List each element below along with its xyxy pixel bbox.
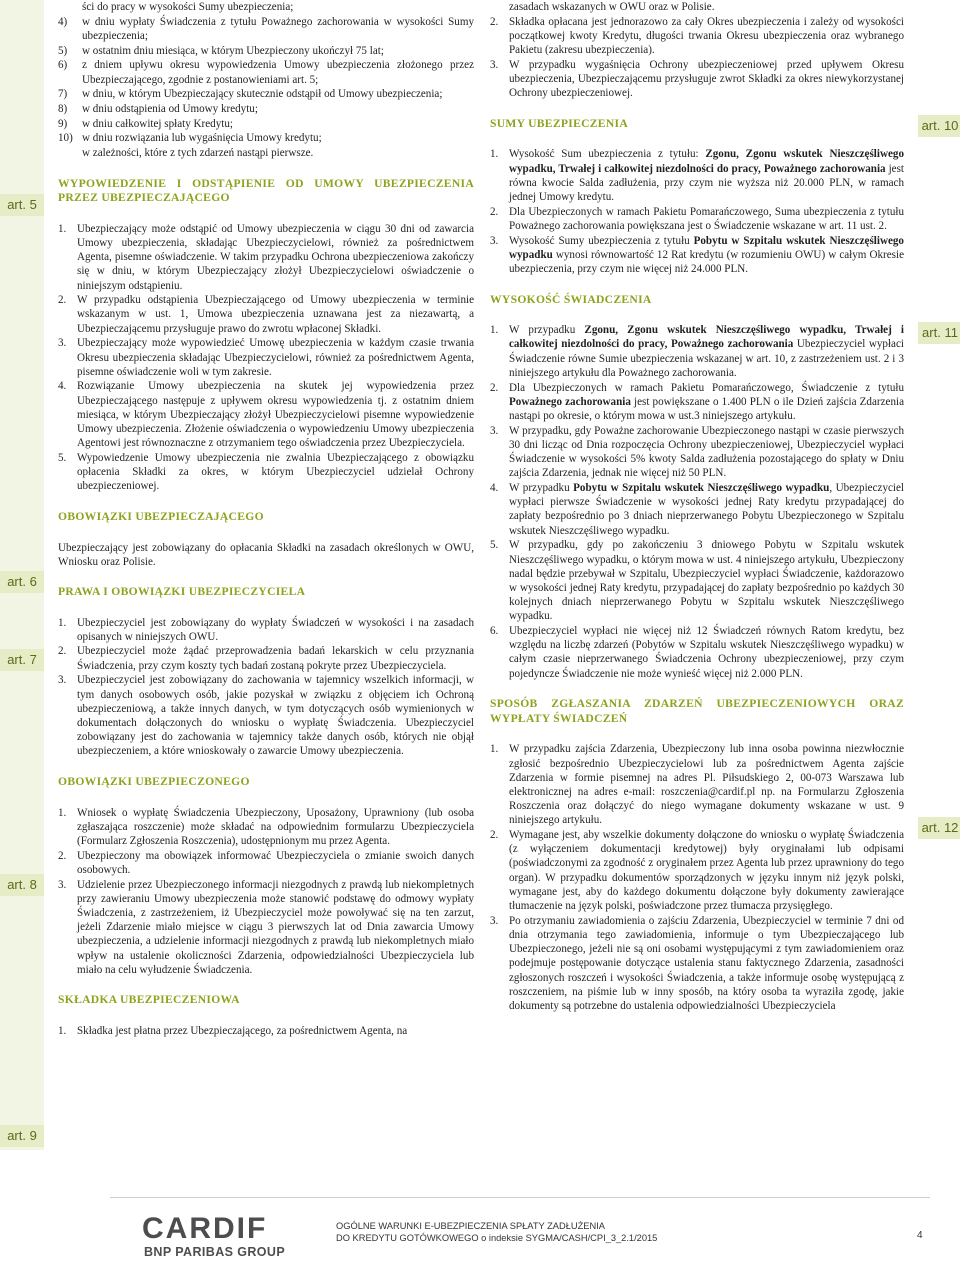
article-label-7: art. 7	[0, 649, 44, 671]
list-item: 2. Wymagane jest, aby wszelkie dokumenty dołączone do wniosku o wypłatę Świadczenia (z wyłączeniem dokumentacji kredytowej) były oryginałami lub odpisami (poświadczonymi za zgodność z oryginałem przez Agenta lub przez uprawniony do tego organ). W przypadku dokumentów sporządzonych w języku innym niż język polski, wymagane jest, aby do każdego dokumentu dołączone były dokumenty zawierające tłumaczenie na język polski, poświadczone przez tłumacza przysięgłego.	[490, 829, 904, 913]
list-item: 4. W przypadku Pobytu w Szpitalu wskutek Nieszczęśliwego wypadku, Ubezpieczyciel wypłaci pierwsze Świadczenie w wysokości jednej Raty kredytu przypadającej do zapłaty bezpośrednio po 3 dniach nieprzerwanego Pobytu Ubezpieczonego w Szpitalu wskutek Nieszczęśliwego wypadku.	[490, 481, 905, 537]
list-item: 9) w dniu całkowitej spłaty Kredytu;	[58, 117, 233, 130]
termination-list	[58, 0, 474, 160]
list-item: 3. Po otrzymaniu zawiadomienia o zajściu Zdarzenia, Ubezpieczyciel w terminie 7 dni od dnia otrzymania tego zawiadomienia, informuje o tym Ubezpieczającego lub Ubezpieczonego, jeżeli nie są oni osobami występującymi z tym zawiadomieniem oraz podejmuje postępowanie dotyczące ustalenia stanu faktycznego Zdarzenia, zasadności zgłoszonych roszczeń i wysokości Świadczenia, a także informuje osobę występującą z roszczeniem, na piśmie lub w inny sposób, na który osoba ta wyraziła zgodę, jakie dokumenty są potrzebne do ustalenia odpowiedzialności Ubezpieczyciela	[490, 914, 904, 1012]
logo-wordmark: CARDIF	[142, 1212, 268, 1245]
right-column	[490, 0, 904, 1014]
list-item: w zależności, które z tych zdarzeń nastąpi pierwsze.	[82, 147, 314, 160]
cardif-logo	[142, 1212, 312, 1262]
list-item: 3. W przypadku wygaśnięcia Ochrony ubezpieczeniowej przed upływem Okresu ubezpieczenia, Ubezpieczającemu przysługuje zwrot Składki za okres niewykorzystanej Ochrony ubezpieczeniowej.	[490, 58, 904, 100]
list-item: 1. Składka jest płatna przez Ubezpieczającego, za pośrednictwem Agenta, na	[58, 1024, 408, 1037]
footer-divider	[110, 1197, 930, 1198]
logo-subtitle: BNP PARIBAS GROUP	[144, 1245, 286, 1259]
list-item: 1. W przypadku zajścia Zdarzenia, Ubezpieczony lub inna osoba powinna niezwłocznie zgłosić bezpośrednio Ubezpieczycielowi lub za pośrednictwem Agenta zajście Zdarzenia w formie pisemnej na adres Pl. Piłsudskiego 2, 00-073 Warszawa lub elektronicznej na adres e-mail: roszczenia@cardif.pl np. na Formularzu Zgłoszenia Roszczenia oraz dołączyć do niego wymagane dokumenty wskazane w ust. 9 niniejszego artykułu.	[490, 743, 904, 827]
section-art9-continued	[490, 0, 904, 100]
article-label-10: art. 10	[918, 115, 960, 137]
list-item: zasadach wskazanych w OWU oraz w Polisie.	[509, 1, 715, 13]
article-label-8: art. 8	[0, 874, 44, 896]
list-item: 3. W przypadku, gdy Poważne zachorowanie Ubezpieczonego nastąpi w czasie pierwszych 30 dni licząc od Dnia rozpoczęcia Ochrony ubezpieczeniowej, Ubezpieczyciel wypłaci Świadczenie w wysokości 5% kwoty Salda zadłużenia pozostającego do spłaty w Dniu zajścia Zdarzenia, jednak nie więcej niż 50 PLN.	[490, 424, 904, 480]
list-item: 2. Składka opłacana jest jednorazowo za cały Okres ubezpieczenia i zależy od wysokości początkowej kwoty Kredytu, długości trwania Okresu ubezpieczenia oraz wybranego Pakietu (zakresu ubezpieczenia).	[490, 15, 904, 57]
article-label-6: art. 6	[0, 571, 44, 593]
list-item: 6) z dniem upływu okresu wypowiedzenia Umowy ubezpieczenia złożonego przez Ubezpieczającego, zgodnie z postanowieniami art. 5;	[58, 59, 474, 86]
section-art5-list	[58, 222, 474, 494]
list-item: 4. Rozwiązanie Umowy ubezpieczenia na skutek jej wypowiedzenia przez Ubezpieczającego następuje z upływem okresu wypowiedzenia tj. z ostatnim dniem miesiąca, w którym Ubezpieczający złożył Ubezpieczycielowi pisemne wypowiedzenie Umowy ubezpieczenia. Złożenie oświadczenia o wypowiedzeniu Umowy ubezpieczenia Agentowi jest równoznaczne z otrzymaniem tego oświadczenia przez Ubezpieczyciela.	[58, 380, 474, 450]
section-heading-art10: SUMY UBEZPIECZENIA	[490, 116, 628, 130]
list-item: ści do pracy w wysokości Sumy ubezpieczenia;	[82, 1, 294, 13]
page-footer	[0, 1190, 960, 1282]
section-art8-list	[58, 806, 474, 977]
footer-line-2: DO KREDYTU GOTÓWKOWEGO o indeksie SYGMA/CASH/CPI_3_2.1/2015	[336, 1233, 658, 1243]
section-heading-art5: WYPOWIEDZENIE I ODSTĄPIENIE OD UMOWY UBEZPIECZENIA PRZEZ UBEZPIECZAJĄCEGO	[58, 176, 474, 205]
list-item: 6. Ubezpieczyciel wypłaci nie więcej niż 12 Świadczeń równych Ratom kredytu, bez względu na liczbę zdarzeń (Pobytów w Szpitalu wskutek Nieszczęśliwego wypadku) w całym czasie nieprzerwanego Świadczenia Ochrony ubezpieczeniowej, przy czym pojedyncze Świadczenie nie może wynieść więcej niż 2.000 PLN.	[490, 625, 904, 680]
list-item: 5) w ostatnim dniu miesiąca, w którym Ubezpieczony ukończył 75 lat;	[58, 44, 384, 57]
section-art9-list	[58, 1024, 474, 1038]
list-item: 5. Wypowiedzenie Umowy ubezpieczenia nie zwalnia Ubezpieczającego z obowiązku opłacenia Składki za okres, w którym Ubezpieczyciel udzielał Ochrony ubezpieczeniowej.	[58, 451, 474, 493]
list-item: 1. W przypadku Zgonu, Zgonu wskutek Nieszczęśliwego wypadku, Trwałej i całkowitej niezdolności do pracy, Poważnego zachorowania Ubezpieczyciel wypłaci Świadczenie równe Sumie ubezpieczenia wskazanej w art. 10, z zastrzeżeniem ust. 2 i 3 niniejszego artykułu dla Poważnego zachorowania.	[490, 324, 905, 379]
list-item: 5. W przypadku, gdy po zakończeniu 3 dniowego Pobytu w Szpitalu wskutek Nieszczęśliwego wypadku, o którym mowa w ust. 4 niniejszego artykułu, Ubezpieczony nadal będzie przebywał w Szpitalu, Ubezpieczyciel wypłaci Świadczenie, każdorazowo w wysokości jednej Raty kredytu, przypadającej do zapłaty bezpośrednio po każdych 30 kolejnych dniach nieprzerwanego Pobytu w Szpitalu wskutek Nieszczęśliwego wypadku.	[490, 539, 904, 623]
section-heading-art11: WYSOKOŚĆ ŚWIADCZENIA	[490, 292, 652, 306]
list-item: 2. Ubezpieczony ma obowiązek informować Ubezpieczyciela o zmianie swoich danych osobowych.	[58, 849, 474, 876]
section-art11-list	[490, 323, 904, 681]
list-item: 3. Ubezpieczający może wypowiedzieć Umowę ubezpieczenia w każdym czasie trwania Okresu ubezpieczenia składając Ubezpieczycielowi, również za pośrednictwem Agenta, pisemne oświadczenie woli w tym zakresie.	[58, 337, 474, 378]
section-art7-list	[58, 616, 474, 759]
list-item: 2. Dla Ubezpieczonych w ramach Pakietu Pomarańczowego, Świadczenie z tytułu Poważnego zachorowania jest powiększane o 1.400 PLN o ile Dzień zajścia Zdarzenia nastąpi po okresie, o którym mowa w ust.3 niniejszego artykułu.	[490, 381, 904, 422]
list-item: 4) w dniu wypłaty Świadczenia z tytułu Poważnego zachorowania w wysokości Sumy ubezpieczenia;	[58, 15, 474, 42]
left-column	[58, 0, 474, 1039]
section-art6-text: Ubezpieczający jest zobowiązany do opłacania Składki na zasadach określonych w OWU, Wniosku oraz Polisie.	[58, 541, 474, 568]
list-item: 7) w dniu, w którym Ubezpieczający skutecznie odstąpił od Umowy ubezpieczenia;	[58, 88, 443, 101]
list-item: 1. Ubezpieczający może odstąpić od Umowy ubezpieczenia w ciągu 30 dni od zawarcia Umowy ubezpieczenia, składając Ubezpieczycielowi, również za pośrednictwem Agenta, pisemne oświadczenie. W takim przypadku Ochrona ubezpieczeniowa zakończy się w dniu, w którym Ubezpieczający złożył Ubezpieczycielowi oświadczenie o niniejszym odstąpieniu.	[58, 222, 474, 292]
section-heading-art12: SPOSÓB ZGŁASZANIA ZDARZEŃ UBEZPIECZENIOWYCH ORAZ WYPŁATY ŚWIADCZEŃ	[490, 697, 904, 725]
section-heading-art6: OBOWIĄZKI UBEZPIECZAJĄCEGO	[58, 510, 264, 524]
list-item: 10) w dniu rozwiązania lub wygaśnięcia Umowy kredytu;	[58, 132, 322, 145]
article-label-9: art. 9	[0, 1125, 44, 1147]
section-heading-art8: OBOWIĄZKI UBEZPIECZONEGO	[58, 775, 250, 789]
list-item: 3. Udzielenie przez Ubezpieczonego informacji niezgodnych z prawdą lub niekompletnych przy zawieraniu Umowy ubezpieczenia może stanowić podstawę do odmowy wypłaty Świadczenia, z zastrzeżeniem, iż Ubezpieczyciel może powoływać się na ten zarzut, jeżeli Zdarzenie miało miejsce w ciągu 3 pierwszych lat od Dnia zawarcia Umowy ubezpieczenia, a udzielenie informacji niezgodnych z prawdą lub niekompletnych miało wpływ na ustalenie okoliczności Zdarzenia, odpowiedzialności Ubezpieczyciela lub miało na celu wyłudzenie Świadczenia.	[58, 878, 474, 976]
page-number: 4	[917, 1230, 923, 1241]
section-art10-list	[490, 147, 904, 276]
list-item: 3. Wysokość Sumy ubezpieczenia z tytułu Pobytu w Szpitalu wskutek Nieszczęśliwego wypadku wynosi równowartość 12 Rat kredytu (w rozumieniu OWU) w całym Okresie ubezpieczenia, przy czym nie więcej niż 24.000 PLN.	[490, 234, 904, 276]
footer-line-1: OGÓLNE WARUNKI E-UBEZPIECZENIA SPŁATY ZADŁUŻENIA	[336, 1221, 605, 1231]
list-item: 2. W przypadku odstąpienia Ubezpieczającego od Umowy ubezpieczenia w terminie wskazanym w ust. 1, Umowa ubezpieczenia uznawana jest za niezawartą, a Ubezpieczającemu przysługuje prawo do zwrotu wpłaconej Składki.	[58, 294, 474, 335]
list-item: 2. Dla Ubezpieczonych w ramach Pakietu Pomarańczowego, Suma ubezpieczenia z tytułu Poważnego zachorowania powiększana jest o Świadczenie wskazane w art. 11 ust. 2.	[490, 205, 904, 232]
footer-document-title	[336, 1220, 657, 1244]
section-heading-art9: SKŁADKA UBEZPIECZENIOWA	[58, 993, 240, 1007]
section-heading-art7: PRAWA I OBOWIĄZKI UBEZPIECZYCIELA	[58, 585, 306, 598]
list-item: 2. Ubezpieczyciel może żądać przeprowadzenia badań lekarskich w celu przyznania Świadczenia, przy czym koszty tych badań zostaną pokryte przez Ubezpieczyciela.	[58, 645, 474, 672]
list-item: 1. Ubezpieczyciel jest zobowiązany do wypłaty Świadczeń w wysokości i na zasadach opisanych w niniejszych OWU.	[58, 616, 474, 643]
article-label-11: art. 11	[918, 322, 960, 344]
section-art12-list	[490, 742, 904, 1013]
list-item: 1. Wysokość Sum ubezpieczenia z tytułu: Zgonu, Zgonu wskutek Nieszczęśliwego wypadku, Trwałej i całkowitej niezdolności do pracy, Poważnego zachorowania jest równa kwocie Salda zadłużenia, przy czym nie wyższa niż 20.000 PLN, w ramach jednej Umowy kredytu.	[490, 148, 904, 204]
list-item: 1. Wniosek o wypłatę Świadczenia Ubezpieczony, Uposażony, Uprawniony (lub osoba zgłaszająca roszczenie) może składać na odpowiednim formularzu Ubezpieczyciela (Formularz Zgłoszenia Roszczenia), udostępnionym mu przez Agenta.	[58, 806, 474, 847]
article-label-12: art. 12	[918, 817, 960, 839]
list-item: 8) w dniu odstąpienia od Umowy kredytu;	[58, 102, 258, 115]
article-label-5: art. 5	[0, 194, 44, 216]
list-item: 3. Ubezpieczyciel jest zobowiązany do zachowania w tajemnicy wszelkich informacji, w tym danych osobowych osób, jakie pozyskał w związku z objęciem ich Ochroną ubezpieczeniową, a także innych danych, w tym dotyczących osób wymienionych w dokumentach dołączonych do wniosku o wypłatę Świadczenia. Ubezpieczyciel zobowiązany jest do zachowania w tajemnicy także danych osób, których nie objął ubezpieczeniem, a które wnioskowały o zawarcie Umowy ubezpieczenia.	[58, 674, 474, 758]
